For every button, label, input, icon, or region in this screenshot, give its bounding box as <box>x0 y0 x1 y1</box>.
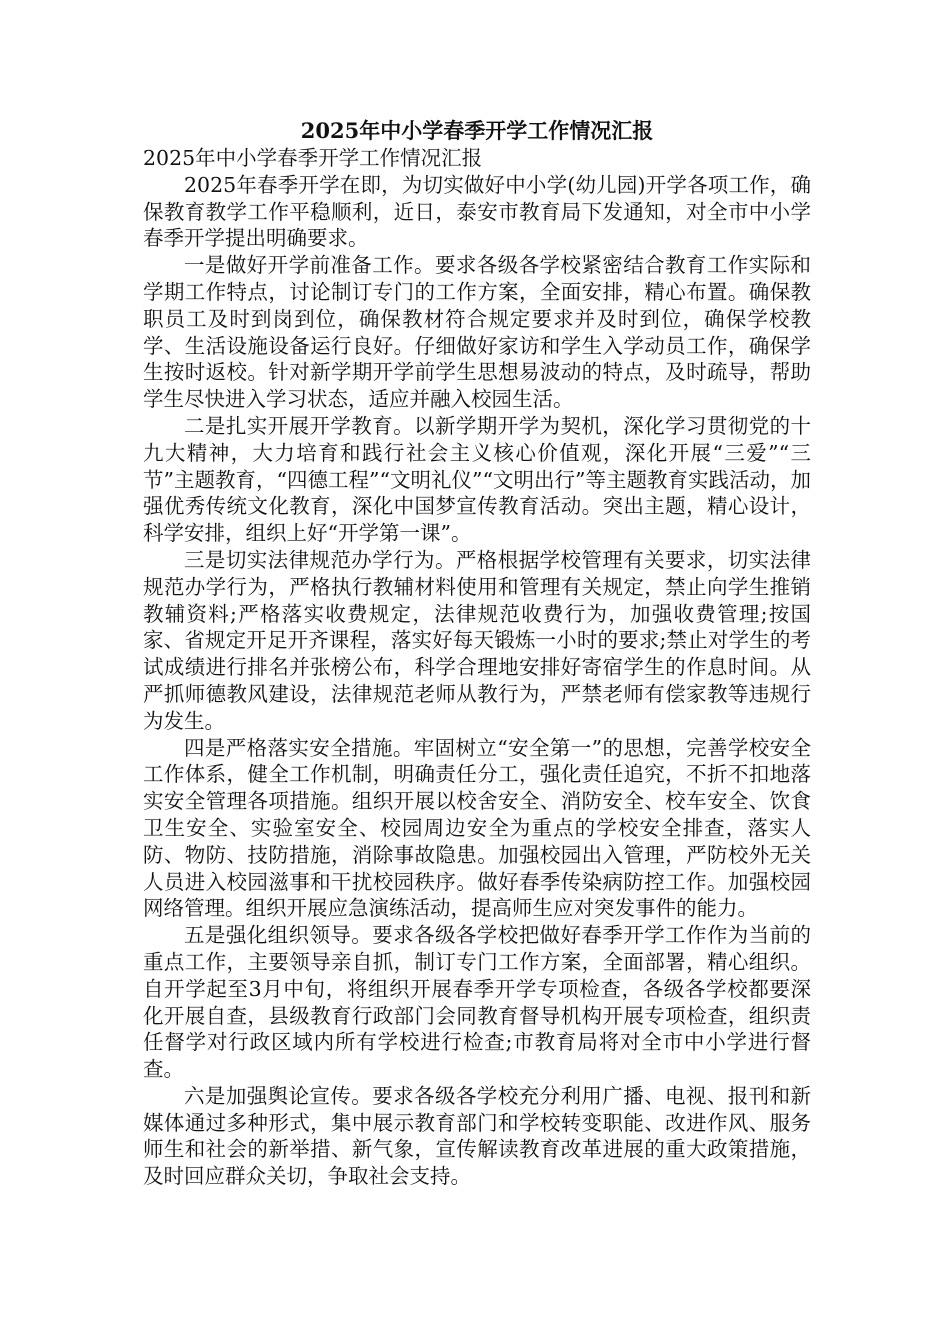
paragraph-preparation: 一是做好开学前准备工作。要求各级各学校紧密结合教育工作实际和学期工作特点，讨论制订专门的工作方案，全面安排，精心布置。确保教职员工及时到岗到位，确保教材符合规定要求并及时到位，确保学校教学、生活设施设备运行良好。仔细做好家访和学生入学动员工作，确保学生按时返校。针对新学期开学前学生思想易波动的特点，及时疏导，帮助学生尽快进入学习状态，适应并融入校园生活。 <box>143 253 811 412</box>
paragraph-publicity: 六是加强舆论宣传。要求各级各学校充分利用广播、电视、报刊和新媒体通过多种形式，集中展示教育部门和学校转变职能、改进作风、服务师生和社会的新举措、新气象，宣传解读教育改革进展的重大政策措施，及时回应群众关切，争取社会支持。 <box>143 1083 811 1189</box>
paragraph-safety: 四是严格落实安全措施。牢固树立“安全第一”的思想，完善学校安全工作体系，健全工作机制，明确责任分工，强化责任追究，不折不扣地落实安全管理各项措施。组织开展以校舍安全、消防安全、校车安全、饮食卫生安全、实验室安全、校园周边安全为重点的学校安全排查，落实人防、物防、技防措施，消除事故隐患。加强校园出入管理，严防校外无关人员进入校园滋事和干扰校园秩序。做好春季传染病防控工作。加强校园网络管理。组织开展应急演练活动，提高师生应对突发事件的能力。 <box>143 735 811 921</box>
paragraph-education: 二是扎实开展开学教育。以新学期开学为契机，深化学习贯彻党的十九大精神，大力培育和践行社会主义核心价值观，深化开展“三爱”“三节”主题教育，“四德工程”“文明礼仪”“文明出行”等主题教育实践活动，加强优秀传统文化教育，深化中国梦宣传教育活动。突出主题，精心设计，科学安排，组织上好“开学第一课”。 <box>143 413 811 546</box>
document-subtitle: 2025年中小学春季开学工作情况汇报 <box>143 146 483 170</box>
document-page <box>143 118 811 1190</box>
paragraph-intro: 2025年春季开学在即，为切实做好中小学(幼儿园)开学各项工作，确保教育教学工作平稳顺利，近日，泰安市教育局下发通知，对全市中小学春季开学提出明确要求。 <box>143 172 811 251</box>
paragraph-regulation: 三是切实法律规范办学行为。严格根据学校管理有关要求，切实法律规范办学行为，严格执行教辅材料使用和管理有关规定，禁止向学生推销教辅资料;严格落实收费规定，法律规范收费行为，加强收费管理;按国家、省规定开足开齐课程，落实好每天锻炼一小时的要求;禁止对学生的考试成绩进行排名并张榜公布，科学合理地安排好寄宿学生的作息时间。从严抓师德教风建设，法律规范老师从教行为，严禁老师有偿家教等违规行为发生。 <box>143 547 811 733</box>
paragraph-leadership: 五是强化组织领导。要求各级各学校把做好春季开学工作作为当前的重点工作，主要领导亲自抓，制订专门工作方案，全面部署，精心组织。自开学起至3月中旬，将组织开展春季开学专项检查，各级各学校都要深化开展自查，县级教育行政部门会同教育督导机构开展专项检查，组织责任督学对行政区域内所有学校进行检查;市教育局将对全市中小学进行督查。 <box>143 923 811 1082</box>
document-title: 2025年中小学春季开学工作情况汇报 <box>300 118 654 143</box>
